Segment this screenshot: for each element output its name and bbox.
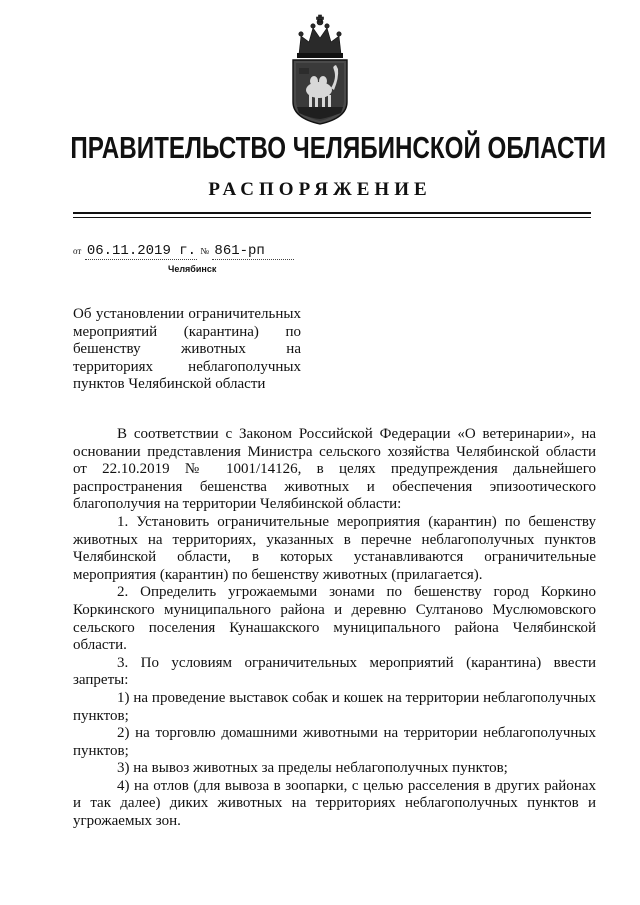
government-title: ПРАВИТЕЛЬСТВО ЧЕЛЯБИНСКОЙ ОБЛАСТИ bbox=[70, 130, 606, 165]
clause-1-paragraph: 1. Установить ограничительные мероприятия (карантин) по бешенству животных на территориях, указанных в перечне неблагополучных пунктов Челябинской области, в которых устанавливаются ограничительные мероприятия (карантин) по бешенству животных (прилагается). bbox=[73, 513, 596, 583]
clause-3-item-4: 4) на отлов (для вывоза в зоопарки, с целью расселения в других районах и так далее) диких животных на территориях неблагополучных пунктов и угрожаемых зон. bbox=[73, 777, 596, 830]
preamble-paragraph: В соответствии с Законом Российской Федерации «О ветеринарии», на основании представления Министра сельского хозяйства Челябинской области от 22.10.2019 № 1001/14126, в целях предупреждения дальнейшего распространения бешенства животных и обеспечения эпизоотического благополучия на территории Челябинской области: bbox=[73, 426, 596, 513]
document-type-title: РАСПОРЯЖЕНИЕ bbox=[208, 179, 432, 200]
date-prefix: от bbox=[73, 246, 82, 256]
city-label: Челябинск bbox=[168, 264, 217, 274]
header-rule-thick bbox=[73, 212, 591, 214]
document-body bbox=[73, 426, 596, 831]
header-rule-thin bbox=[73, 217, 591, 218]
clause-3-item-1: 1) на проведение выставок собак и кошек на территории неблагополучных пунктов; bbox=[73, 689, 596, 724]
document-date: 06.11.2019 г. bbox=[86, 243, 197, 259]
document-meta bbox=[73, 243, 313, 263]
clause-2-paragraph: 2. Определить угрожаемыми зонами по бешенству город Коркино Коркинского муниципального района и деревню Султаново Муслюмовского сельского поселения Кунашакского муниципального района Челябинской области. bbox=[73, 584, 596, 654]
number-prefix: № bbox=[200, 246, 209, 256]
coat-of-arms-icon bbox=[287, 14, 353, 126]
clause-3-paragraph: 3. По условиям ограничительных мероприятий (карантина) ввести запреты: bbox=[73, 654, 596, 689]
document-number: 861-рп bbox=[212, 243, 294, 260]
clause-3-item-2: 2) на торговлю домашними животными на территории неблагополучных пунктов; bbox=[73, 725, 596, 759]
document-subject: Об установлении ограничительных мероприятий (карантина) по бешенству животных на территориях неблагополучных пунктов Челябинской области bbox=[73, 306, 301, 392]
clause-3-item-3: 3) на вывоз животных за пределы неблагополучных пунктов; bbox=[117, 760, 508, 777]
